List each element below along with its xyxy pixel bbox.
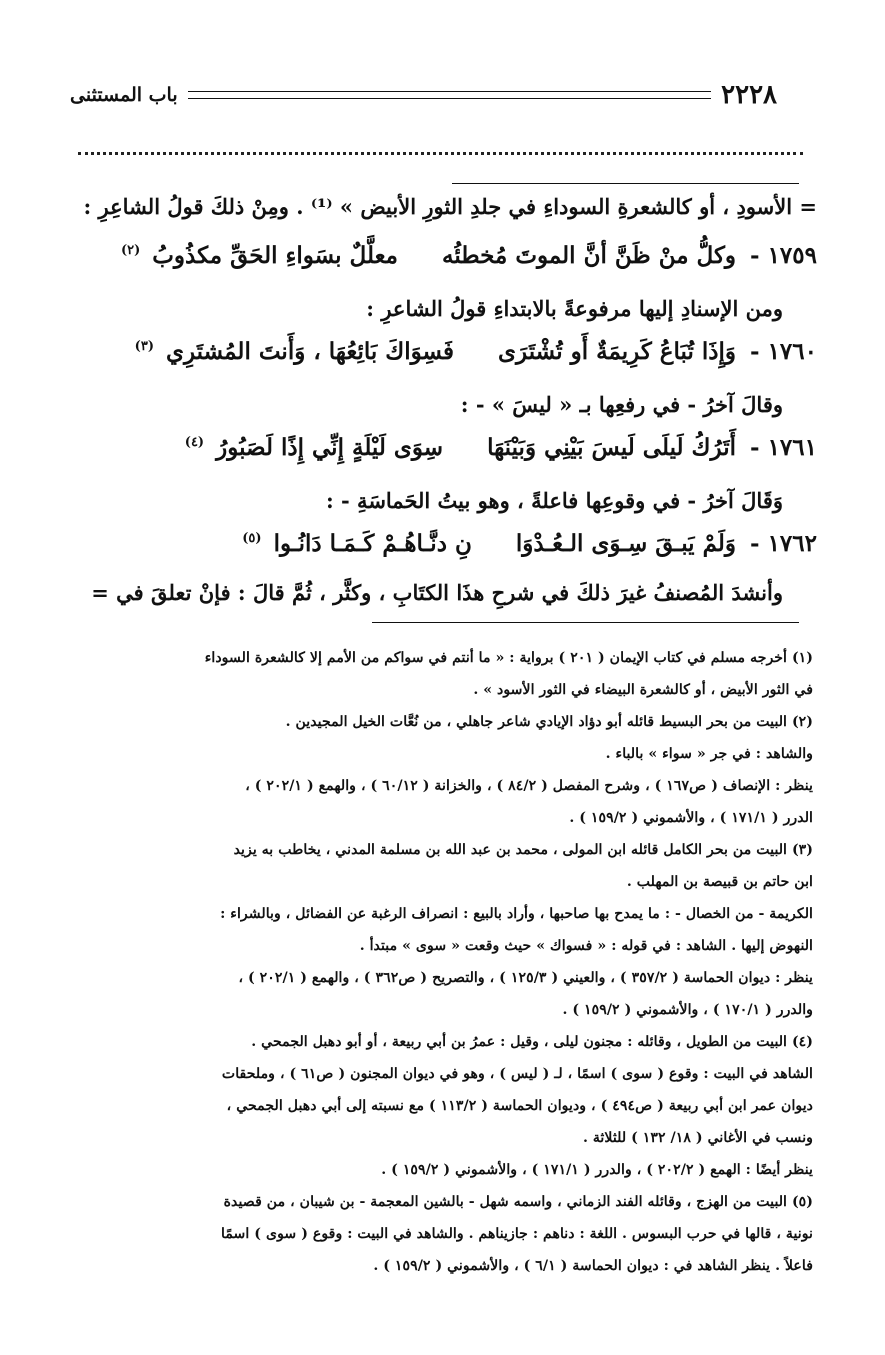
verse-number: ١٧٥٩ - bbox=[750, 242, 817, 269]
verse-1761 bbox=[30, 434, 817, 461]
footnote-line: والشاهد : في جر « سواء » بالباء . bbox=[605, 746, 813, 762]
footnote-ref: (٢) bbox=[120, 243, 141, 259]
footnote-line: الدرر ( ١٧١/١ ) ، والأشموني ( ١٥٩/٢ ) . bbox=[569, 810, 813, 826]
verse-number: ١٧٦٠ - bbox=[750, 338, 817, 365]
footnote-ref: (٣) bbox=[134, 339, 154, 355]
verse-second-hemistich: معلَّلٌ بسَواءِ الحَقِّ مكذُوبُ bbox=[152, 242, 399, 269]
footnote-line: في الثور الأبيض ، أو كالشعرة البيضاء في الثور الأسود » . bbox=[473, 682, 813, 698]
footnote-line: نونية ، قالها في حرب البسوس . اللغة : دناهم : جازيناهم . والشاهد في البيت : وقوع ( سوى ) اسمًا bbox=[221, 1226, 813, 1242]
footnote-line: (٥) البيت من الهزج ، وقائله الفند الزماني ، واسمه شهل - بالشين المعجمة - بن شيبان ، من قصيدة bbox=[223, 1194, 813, 1210]
verse-second-hemistich: فَسِوَاكَ بَائِعُهَا ، وَأَنتَ المُشتَرِي bbox=[165, 338, 455, 365]
verse-first-hemistich: أَتَرُكُ لَيلَى لَيسَ بَيْنِي وَبَيْنَهَا bbox=[487, 434, 736, 461]
footnote-line: ينظر : الإنصاف ( ص١٦٧ ) ، وشرح المفصل ( ٨٤/٢ ) ، والخزانة ( ٦٠/١٢ ) ، والهمع ( ٢٠٢/١ ) ، bbox=[245, 778, 813, 794]
body-line: ومن الإسنادِ إليها مرفوعةً بالابتداءِ قولُ الشاعرِ : bbox=[366, 296, 783, 321]
footnote-separator bbox=[372, 622, 799, 623]
footnote-line: فاعلاً . ينظر الشاهد في : ديوان الحماسة ( ٦/١ ) ، والأشموني ( ١٥٩/٢ ) . bbox=[373, 1258, 813, 1274]
footnote-line: الكريمة - من الخصال - : ما يمدح بها صاحبها ، وأراد بالبيع : انصراف الرغبة عن الفضائل ، وبالشراء : bbox=[220, 906, 813, 922]
footnote-line: (١) أخرجه مسلم في كتاب الإيمان ( ٢٠١ ) برواية : « ما أنتم في سواكم من الأمم إلا كالشعرة السوداء bbox=[204, 650, 813, 666]
page-number: ٢٢٢٨ bbox=[721, 80, 777, 110]
body-line: = الأسودِ ، أو كالشعرةِ السوداءِ في جلدِ الثورِ الأبيض » ⁽¹⁾ . ومِنْ ذلكَ قولُ الشاعِرِ : bbox=[83, 194, 817, 219]
footnote-line: ينظر أيضًا : الهمع ( ٢٠٢/٢ ) ، والدرر ( ١٧١/١ ) ، والأشموني ( ١٥٩/٢ ) . bbox=[381, 1162, 813, 1178]
header-rule bbox=[188, 91, 712, 99]
footnote-line: ابن حاتم بن قبيصة بن المهلب . bbox=[626, 874, 813, 890]
continuation-rule bbox=[452, 183, 799, 184]
footnote-line: ينظر : ديوان الحماسة ( ٣٥٧/٢ ) ، والعيني ( ١٢٥/٣ ) ، والتصريح ( ص٣٦٢ ) ، والهمع ( ٢٠٢/١ ) ، bbox=[238, 970, 813, 986]
footnote-line: ونسب في الأغاني ( ١٨/ ١٣٢ ) للثلاثة . bbox=[582, 1130, 813, 1146]
footnote-ref: (٤) bbox=[184, 435, 205, 451]
verse-first-hemistich: وَلَمْ يَبـقَ سِـوَى الـعُـدْوَا bbox=[515, 530, 736, 557]
body-line: وأنشدَ المُصنفُ غيرَ ذلكَ في شرحِ هذَا الكتَابِ ، وكثَّر ، ثُمَّ قالَ : فإنْ تعلقَ في = bbox=[91, 580, 783, 605]
footnote-line: الشاهد في البيت : وقوع ( سوى ) اسمًا ، لـ ( ليس ) ، وهو في ديوان المجنون ( ص٦١ ) ، وملحقات bbox=[221, 1066, 813, 1082]
verse-first-hemistich: وكلُّ منْ ظَنَّ أنَّ الموتَ مُخطئُه bbox=[442, 242, 736, 269]
footnote-ref: (٥) bbox=[242, 531, 262, 547]
dotted-separator bbox=[78, 152, 803, 155]
verse-1759 bbox=[30, 242, 817, 269]
running-title: باب المستثنى bbox=[70, 84, 178, 106]
verse-number: ١٧٦١ - bbox=[750, 434, 817, 461]
footnote-line: (٤) البيت من الطويل ، وقائله : مجنون ليلى ، وقيل : عمرُ بن أبي ربيعة ، أو أبو دهبل الجمحي . bbox=[251, 1034, 813, 1050]
footnote-line: (٢) البيت من بحر البسيط قائله أبو دؤاد الإيادي شاعر جاهلي ، من نُعَّات الخيل المجيدين . bbox=[285, 714, 813, 730]
footnote-line: النهوض إليها . الشاهد : في قوله : « فسواك » حيث وقعت « سوى » مبتدأ . bbox=[359, 938, 813, 954]
verse-1760 bbox=[30, 338, 817, 365]
verse-1762 bbox=[30, 530, 817, 557]
footnote-line: ديوان عمر ابن أبي ربيعة ( ص٤٩٤ ) ، وديوان الحماسة ( ١١٣/٢ ) مع نسبته إلى أبي دهبل الجمحي ، bbox=[226, 1098, 813, 1114]
body-line: وَقَالَ آخرُ - في وقوعِها فاعلةً ، وهو بيتُ الحَماسَةِ - : bbox=[325, 488, 783, 513]
page-header bbox=[70, 80, 777, 110]
verse-number: ١٧٦٢ - bbox=[750, 530, 817, 557]
verse-second-hemistich: نِ دنَّـاهُـمْ كَـمَـا دَانُـوا bbox=[273, 530, 472, 557]
footnote-line: والدرر ( ١٧٠/١ ) ، والأشموني ( ١٥٩/٢ ) . bbox=[562, 1002, 813, 1018]
verse-first-hemistich: وَإِذَا تُبَاعُ كَرِيمَةٌ أَو تُشْتَرَى bbox=[498, 338, 736, 365]
body-line: وقالَ آخرُ - في رفعِها بـ « ليسَ » - : bbox=[460, 392, 783, 417]
verse-second-hemistich: سِوَى لَيْلَةٍ إِنِّي إِذًا لَصَبُورُ bbox=[216, 434, 444, 461]
footnote-line: (٣) البيت من بحر الكامل قائله ابن المولى ، محمد بن عبد الله بن مسلمة المدني ، يخاطب به يزيد bbox=[233, 842, 813, 858]
